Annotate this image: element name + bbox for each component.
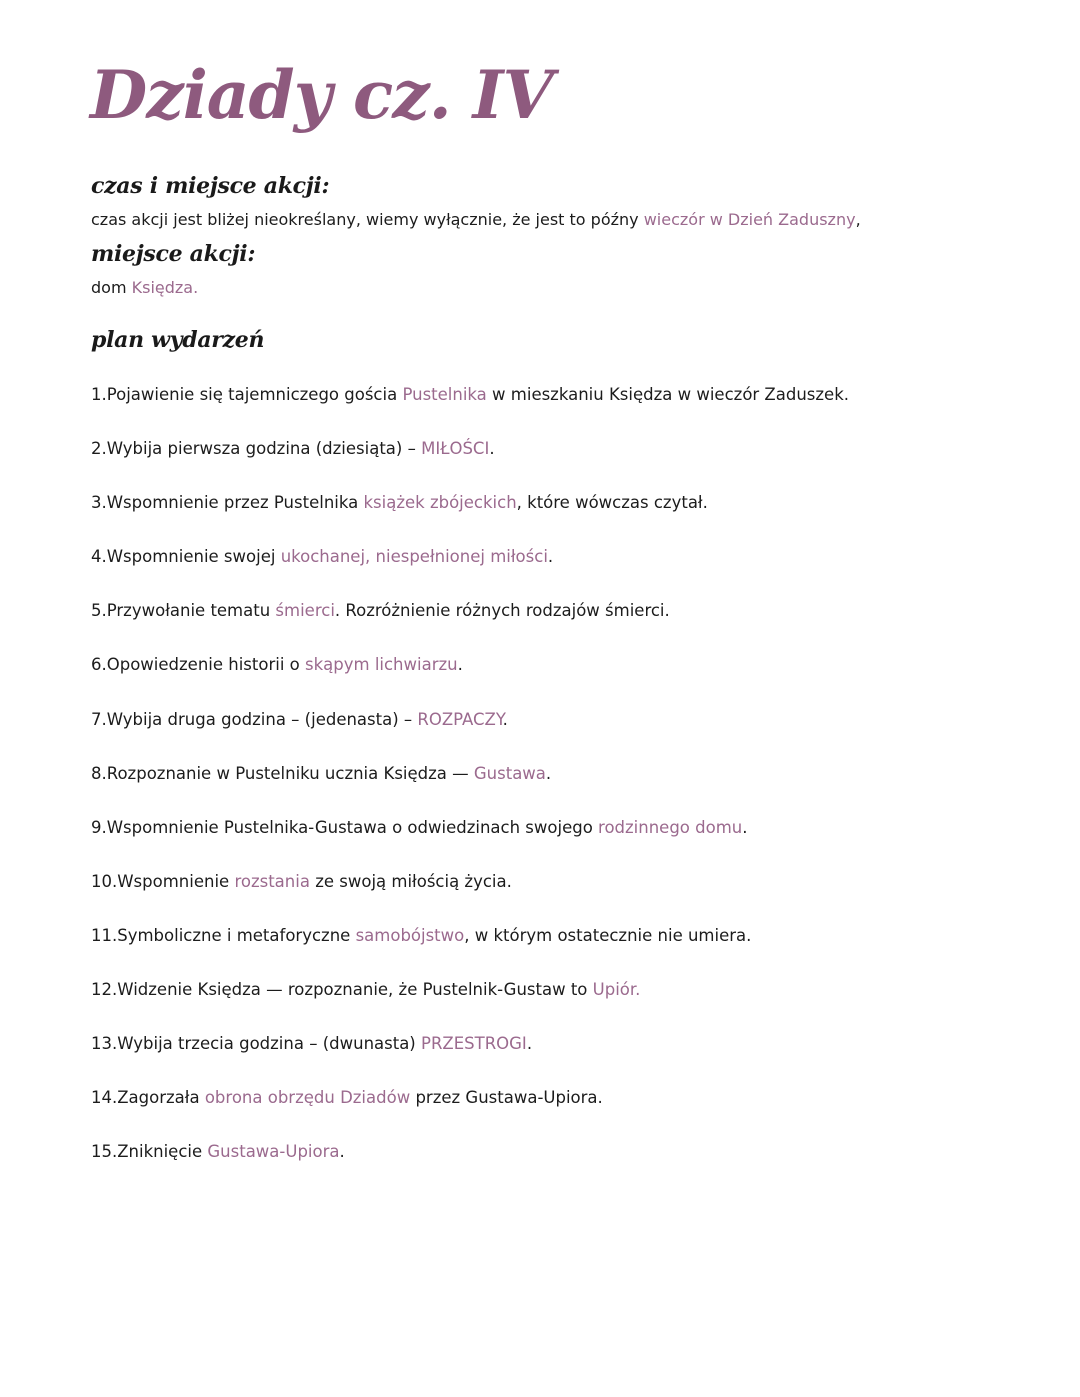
item-highlight: Pustelnika [402, 385, 487, 404]
list-item [91, 1141, 849, 1195]
item-text-end: . [547, 547, 554, 567]
item-highlight: MIŁOŚCI [421, 439, 490, 459]
item-highlight: Gustawa [473, 763, 546, 783]
list-item [91, 1087, 849, 1141]
item-text-end: przez Gustawa-Upiora. [410, 1088, 603, 1108]
place-heading: miejsce akcji: [91, 241, 256, 267]
list-item [91, 384, 849, 438]
item-text: 9.Wspomnienie Pustelnika-Gustawa o odwiedzinach swojego [91, 817, 599, 837]
list-item [91, 546, 849, 600]
item-text-end: . Rozróżnienie różnych rodzajów śmierci. [334, 601, 670, 621]
list-item [91, 600, 849, 654]
item-text: 14.Zagorzała [91, 1088, 205, 1108]
page-title: Dziady cz. IV [90, 56, 553, 134]
item-text: 13.Wybija trzecia godzina – (dwunasta) [91, 1034, 421, 1054]
item-text-end: . [339, 1142, 345, 1162]
place-text: dom [91, 278, 132, 297]
item-text: 5.Przywołanie tematu [91, 601, 276, 621]
place-description [91, 277, 198, 299]
list-item [91, 925, 849, 979]
place-highlight: Księdza. [131, 278, 199, 297]
item-text-end: , w którym ostatecznie nie umiera. [464, 925, 752, 945]
item-highlight: rozstania [234, 871, 310, 891]
list-item [91, 871, 849, 925]
item-text: 2.Wybija pierwsza godzina (dziesiąta) – [91, 439, 422, 459]
item-text: 11.Symboliczne i metaforyczne [91, 925, 356, 945]
list-item [91, 763, 849, 817]
item-highlight: śmierci [275, 601, 335, 621]
item-highlight: samobójstwo [355, 925, 465, 945]
item-highlight: ROZPACZY [417, 709, 503, 729]
list-item [91, 1033, 849, 1087]
item-text: 1.Pojawienie się tajemniczego gościa [91, 385, 403, 404]
item-text: 10.Wspomnienie [91, 871, 235, 891]
time-highlight: wieczór w Dzień Zaduszny [643, 210, 856, 229]
plan-heading: plan wydarzeń [91, 327, 265, 353]
item-text-end: . [526, 1034, 533, 1054]
item-text: 7.Wybija druga godzina – (jedenasta) – [91, 709, 418, 729]
list-item [91, 654, 849, 708]
item-text: 8.Rozpoznanie w Pustelniku ucznia Księdza — [91, 763, 474, 783]
list-item [91, 817, 849, 871]
item-text-end: . [489, 439, 495, 459]
item-text: 15.Zniknięcie [91, 1142, 208, 1162]
item-text-end: . [502, 709, 508, 729]
time-heading: czas i miejsce akcji: [91, 173, 330, 199]
item-text: 6.Opowiedzenie historii o [91, 655, 305, 675]
item-text: 4.Wspomnienie swojej [91, 547, 281, 567]
item-highlight: obrona obrzędu Dziadów [204, 1088, 411, 1108]
time-text: czas akcji jest bliżej nieokreślany, wiemy wyłącznie, że jest to późny [91, 210, 644, 229]
time-description [91, 209, 861, 231]
item-highlight: skąpym lichwiarzu [305, 655, 458, 675]
item-text: 3.Wspomnienie przez Pustelnika [91, 493, 364, 513]
list-item [91, 709, 849, 763]
time-text-end: , [855, 210, 861, 229]
item-highlight: rodzinnego domu [598, 817, 743, 837]
list-item [91, 979, 849, 1033]
item-highlight: książek zbójeckich [363, 493, 517, 513]
list-item [91, 438, 849, 492]
event-list [91, 384, 849, 1195]
item-text-end: ze swoją miłością życia. [309, 871, 512, 891]
item-highlight: ukochanej, niespełnionej miłości [280, 547, 548, 567]
item-text-end: . [457, 655, 463, 675]
item-text-end: , które wówczas czytał. [516, 493, 708, 513]
item-text-end: w mieszkaniu Księdza w wieczór Zaduszek. [486, 385, 849, 404]
item-text-end: . [742, 817, 748, 837]
item-highlight: Upiór. [592, 980, 641, 1000]
item-text: 12.Widzenie Księdza — rozpoznanie, że Pustelnik-Gustaw to [91, 980, 593, 1000]
item-text-end: . [545, 763, 552, 783]
list-item [91, 492, 849, 546]
item-highlight: Gustawa-Upiora [207, 1142, 340, 1162]
item-highlight: PRZESTROGI [421, 1034, 527, 1054]
